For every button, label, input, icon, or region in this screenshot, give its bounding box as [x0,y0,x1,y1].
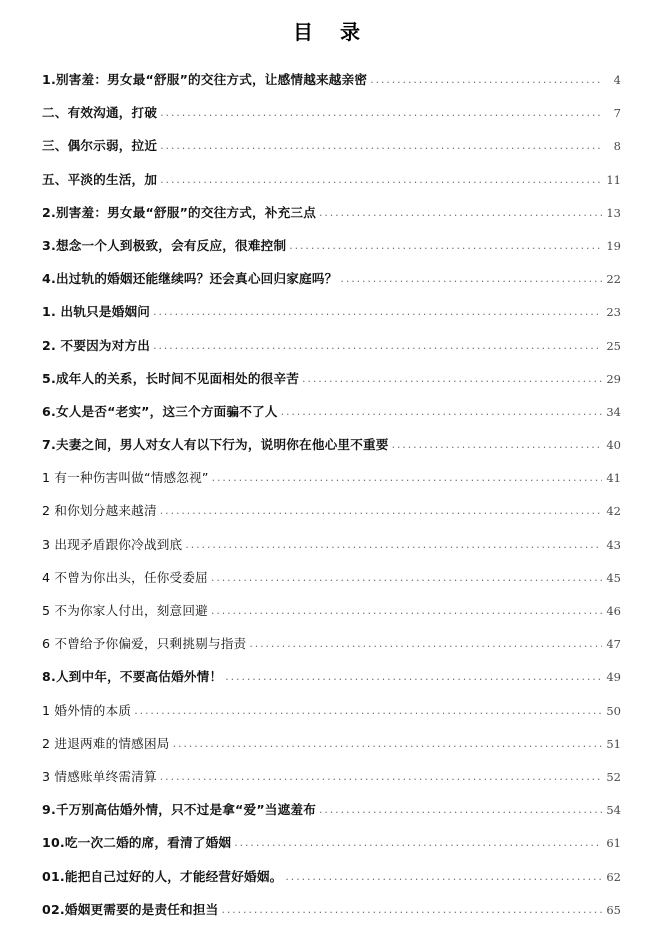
toc-entry[interactable] [42,627,621,660]
toc-entry-page-number: 49 [606,670,621,685]
toc-entry-label: 二、有效沟通，打破 [42,105,158,121]
toc-entry-page-number: 11 [606,172,621,187]
toc-leader-dots [285,860,602,893]
toc-leader-dots [249,627,602,660]
toc-entry-label: 4 不曾为你出头，任你受委屈 [42,569,208,585]
toc-entry[interactable] [42,793,621,826]
toc-leader-dots [160,129,602,162]
toc-entry[interactable] [42,594,621,627]
toc-leader-dots [340,262,602,295]
toc-leader-dots [212,461,602,494]
toc-entry[interactable] [42,893,621,926]
toc-entry-page-number: 42 [606,504,621,519]
toc-entry[interactable] [42,96,621,129]
toc-entry[interactable] [42,727,621,760]
toc-entry[interactable] [42,561,621,594]
toc-entry-label: 02.婚姻更需要的是责任和担当 [42,901,219,917]
toc-leader-dots [211,594,602,627]
toc-entry-page-number: 25 [606,338,621,353]
toc-entry-page-number: 41 [606,471,621,486]
toc-entry-page-number: 51 [606,736,621,751]
toc-entry[interactable] [42,528,621,561]
toc-entry[interactable] [42,129,621,162]
toc-entry-label: 7.夫妻之间，男人对女人有以下行为，说明你在他心里不重要 [42,437,389,453]
toc-leader-dots [185,528,602,561]
toc-entry-label: 三、偶尔示弱，拉近 [42,138,158,154]
toc-entry-label: 8.人到中年，不要高估婚外情！ [42,669,223,685]
toc-list [42,63,621,926]
toc-entry-label: 6.女人是否“老实”，这三个方面骗不了人 [42,403,278,419]
toc-entry-label: 3 情感账单终需清算 [42,768,157,784]
toc-entry-label: 2 进退两难的情感困局 [42,735,170,751]
toc-leader-dots [160,96,602,129]
toc-entry-label: 9.千万别高估婚外情，只不过是拿“爱”当遮羞布 [42,802,316,818]
toc-leader-dots [134,694,602,727]
toc-entry-label: 4.出过轨的婚姻还能继续吗？还会真心回归家庭吗？ [42,271,338,287]
toc-entry-page-number: 23 [606,305,621,320]
toc-leader-dots [160,760,602,793]
toc-leader-dots [392,428,602,461]
toc-leader-dots [173,727,602,760]
toc-entry-page-number: 65 [606,902,621,917]
toc-entry[interactable] [42,860,621,893]
toc-entry[interactable] [42,362,621,395]
toc-entry-page-number: 45 [606,570,621,585]
toc-leader-dots [160,494,602,527]
toc-entry-label: 10.吃一次二婚的席，看清了婚姻 [42,835,232,851]
toc-entry-page-number: 50 [606,703,621,718]
toc-entry[interactable] [42,329,621,362]
toc-leader-dots [289,229,602,262]
toc-entry-page-number: 46 [606,604,621,618]
toc-entry-page-number: 62 [606,869,621,884]
toc-entry-label: 3 出现矛盾跟你冷战到底 [42,536,183,552]
toc-entry-label: 6 不曾给予你偏爱，只剩挑剔与指责 [42,636,247,652]
toc-entry-page-number: 29 [606,371,621,386]
toc-leader-dots [153,295,602,328]
toc-entry[interactable] [42,196,621,229]
toc-entry-page-number: 22 [606,272,621,287]
toc-entry-label: 2. 不要因为对方出 [42,337,151,353]
toc-entry-page-number: 43 [606,537,621,552]
toc-entry[interactable] [42,295,621,328]
toc-entry-page-number: 54 [606,803,621,818]
toc-entry-label: 5 不为你家人付出，刻意回避 [42,603,208,618]
toc-entry-label: 2.别害羞：男女最“舒服”的交往方式，补充三点 [42,204,316,220]
toc-entry[interactable] [42,760,621,793]
toc-leader-dots [302,362,602,395]
toc-entry-page-number: 13 [606,205,621,220]
toc-entry-page-number: 7 [613,106,621,121]
toc-entry[interactable] [42,694,621,727]
toc-leader-dots [234,826,602,859]
toc-leader-dots [211,561,602,594]
toc-entry-label: 5.成年人的关系，长时间不见面相处的很辛苦 [42,370,300,386]
toc-entry[interactable] [42,229,621,262]
toc-entry[interactable] [42,395,621,428]
toc-entry[interactable] [42,428,621,461]
toc-entry-page-number: 40 [606,438,621,453]
toc-entry-page-number: 8 [613,139,621,154]
toc-entry-page-number: 34 [606,404,621,419]
toc-leader-dots [153,329,602,362]
toc-entry[interactable] [42,63,621,96]
toc-entry-page-number: 47 [606,637,621,652]
toc-leader-dots [160,163,602,196]
toc-entry-label: 3.想念一个人到极致，会有反应，很难控制 [42,237,287,253]
toc-entry-label: 2 和你划分越来越清 [42,503,157,519]
toc-entry[interactable] [42,262,621,295]
page-title: 目 录 [293,20,370,44]
toc-leader-dots [370,63,602,96]
toc-entry-label: 1.别害羞：男女最“舒服”的交往方式，让感情越来越亲密 [42,72,368,87]
toc-entry-label: 01.能把自己过好的人，才能经营好婚姻。 [42,868,283,884]
toc-leader-dots [225,660,602,693]
toc-leader-dots [281,395,602,428]
toc-entry-label: 1 有一种伤害叫做“情感忽视” [42,470,209,486]
toc-entry[interactable] [42,461,621,494]
toc-entry[interactable] [42,163,621,196]
toc-entry-page-number: 4 [613,73,621,87]
toc-entry[interactable] [42,826,621,859]
toc-leader-dots [221,893,602,926]
toc-entry-page-number: 52 [606,769,621,784]
toc-entry[interactable] [42,494,621,527]
toc-entry-page-number: 61 [606,836,621,851]
toc-entry-label: 1 婚外情的本质 [42,702,132,718]
toc-entry-label: 五、平淡的生活，加 [42,171,158,187]
toc-entry-label: 1. 出轨只是婚姻问 [42,304,151,320]
toc-entry-page-number: 19 [606,238,621,253]
toc-leader-dots [319,793,602,826]
toc-entry[interactable] [42,660,621,693]
toc-leader-dots [319,196,602,229]
